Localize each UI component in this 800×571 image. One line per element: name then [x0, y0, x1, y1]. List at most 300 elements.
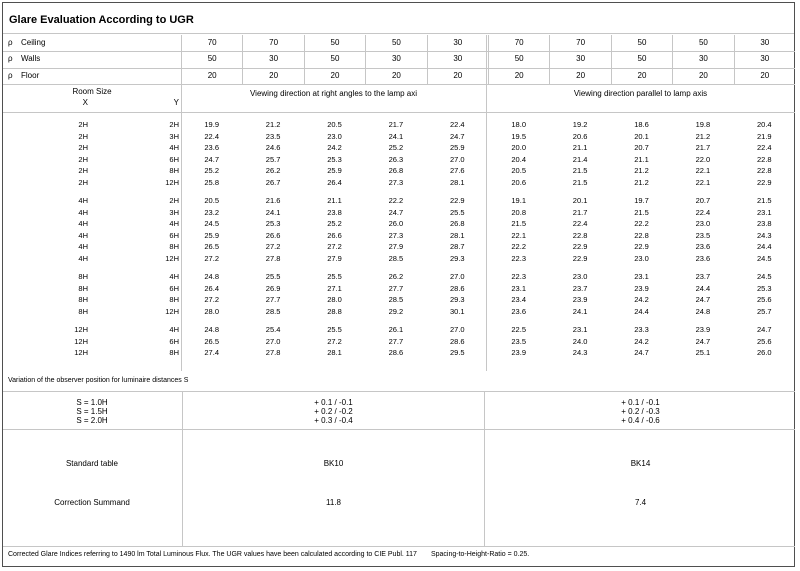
room-size-y: 6H	[169, 336, 179, 346]
standard-table-row	[3, 458, 795, 470]
ugr-value-cell: 24.4	[756, 242, 772, 251]
ugr-value-cell: 25.4	[265, 325, 281, 334]
room-size-y: 4H	[169, 325, 179, 334]
ugr-value-cell: 20.5	[327, 120, 342, 129]
ugr-value-cell: 26.6	[327, 230, 342, 240]
reflectance-value: 20	[242, 68, 303, 85]
ugr-value-cell: 23.6	[695, 242, 711, 251]
variation-left-value: + 0.1 / -0.1	[314, 398, 353, 407]
ugr-value-cell: 23.7	[572, 283, 588, 293]
room-size-header	[3, 84, 181, 112]
ugr-value-cell: 20.0	[511, 143, 526, 152]
reflectance-value: 70	[488, 35, 549, 52]
reflectance-value: 50	[611, 35, 672, 52]
room-size-y: 3H	[169, 131, 179, 141]
reflectance-value: 20	[181, 68, 242, 85]
reflectance-label: ρ Walls	[3, 51, 181, 68]
ugr-value-cell: 25.6	[756, 295, 772, 304]
ugr-value-cell: 28.1	[449, 230, 465, 240]
correction-summand-left-value: 11.8	[326, 498, 341, 507]
ugr-value-cell: 26.8	[388, 166, 404, 175]
variation-distance-label: S = 1.0H	[76, 398, 108, 407]
ugr-value-cell: 27.2	[265, 242, 281, 251]
ugr-value-cell: 25.3	[327, 154, 342, 164]
ugr-value-cell: 21.7	[388, 120, 404, 129]
ugr-value-cell: 27.9	[327, 253, 342, 263]
room-size-x: 12H	[74, 325, 88, 334]
ugr-value-cell: 24.3	[572, 348, 588, 357]
ugr-value-cell: 28.6	[449, 283, 465, 293]
ugr-value-cell: 27.4	[204, 348, 219, 357]
ugr-row	[3, 336, 795, 348]
room-size-x: 2H	[78, 120, 88, 129]
ugr-value-cell: 26.6	[265, 230, 281, 240]
ugr-row	[3, 324, 795, 336]
room-size-y: 4H	[169, 272, 179, 281]
ugr-value-cell: 25.5	[327, 325, 342, 334]
room-size-x: 4H	[78, 219, 88, 228]
reflectance-row	[3, 35, 795, 51]
ugr-value-cell: 28.5	[265, 306, 281, 316]
ugr-value-cell: 24.7	[756, 325, 772, 334]
ugr-value-cell: 24.5	[756, 272, 772, 281]
ugr-value-cell: 21.7	[695, 143, 711, 152]
ugr-value-cell: 26.3	[388, 154, 404, 164]
ugr-row	[3, 119, 795, 131]
ugr-value-cell: 25.5	[327, 272, 342, 281]
ugr-value-cell: 19.1	[511, 196, 526, 205]
ugr-value-cell: 22.9	[572, 242, 588, 251]
ugr-value-cell: 23.0	[634, 253, 649, 263]
variation-left-value: + 0.2 / -0.2	[314, 407, 353, 416]
ugr-value-cell: 20.7	[695, 196, 711, 205]
ugr-value-cell: 26.5	[204, 242, 219, 251]
ugr-row	[3, 230, 795, 242]
left-viewing-direction-header: Viewing direction at right angles to the lamp axi	[249, 89, 418, 98]
ugr-values-table	[3, 114, 795, 371]
ugr-value-cell: 24.6	[265, 143, 281, 152]
ugr-value-cell: 21.5	[756, 196, 772, 205]
room-size-y: 3H	[169, 207, 179, 217]
ugr-value-cell: 21.1	[327, 196, 342, 205]
ugr-value-cell: 27.7	[388, 283, 404, 293]
y-column-header: Y	[173, 98, 179, 107]
standard-table-label: Standard table	[65, 459, 119, 468]
ugr-row	[3, 131, 795, 143]
ugr-value-cell: 26.5	[204, 336, 219, 346]
room-size-y: 6H	[169, 230, 179, 240]
ugr-value-cell: 24.0	[572, 336, 588, 346]
reflectance-row	[3, 68, 795, 84]
ugr-value-cell: 26.4	[327, 177, 342, 187]
ugr-value-cell: 21.2	[265, 120, 281, 129]
variation-right-value: + 0.2 / -0.3	[621, 407, 660, 416]
ugr-value-cell: 22.9	[449, 196, 465, 205]
x-column-header: X	[82, 98, 88, 107]
ugr-value-cell: 22.4	[204, 131, 219, 141]
ugr-value-cell: 20.7	[634, 143, 649, 152]
reflectance-value: 70	[242, 35, 303, 52]
table-header-row	[3, 84, 795, 113]
ugr-value-cell: 24.4	[695, 283, 711, 293]
ugr-value-cell: 25.6	[756, 336, 772, 346]
ugr-value-cell: 23.1	[756, 207, 772, 217]
ugr-row	[3, 177, 795, 189]
ugr-value-cell: 23.6	[204, 143, 219, 152]
room-size-y: 2H	[169, 196, 179, 205]
room-size-x: 8H	[78, 306, 88, 316]
footer-note	[3, 551, 800, 558]
ugr-value-cell: 24.5	[204, 219, 219, 228]
ugr-value-cell: 26.2	[265, 166, 281, 175]
ugr-value-cell: 25.2	[204, 166, 219, 175]
rho-symbol: ρ	[8, 54, 13, 64]
room-size-x: 2H	[78, 154, 88, 164]
ugr-value-cell: 22.8	[756, 154, 772, 164]
ugr-value-cell: 20.4	[756, 120, 772, 129]
ugr-value-cell: 23.9	[634, 283, 649, 293]
reflectance-value: 20	[427, 68, 488, 85]
ugr-value-cell: 24.7	[695, 336, 711, 346]
room-size-x: 2H	[78, 166, 88, 175]
ugr-value-cell: 20.5	[204, 196, 219, 205]
ugr-value-cell: 22.3	[511, 253, 526, 263]
reflectance-value: 50	[365, 35, 426, 52]
ugr-row	[3, 283, 795, 295]
ugr-value-cell: 25.3	[265, 219, 281, 228]
reflectance-value: 20	[672, 68, 733, 85]
ugr-value-cell: 24.1	[572, 306, 588, 316]
ugr-value-cell: 23.9	[695, 325, 711, 334]
reflectance-value: 30	[242, 51, 303, 68]
room-size-y: 12H	[165, 253, 179, 263]
room-size-y: 2H	[169, 120, 179, 129]
ugr-group	[3, 271, 795, 317]
ugr-value-cell: 24.1	[388, 131, 404, 141]
ugr-value-cell: 21.6	[265, 196, 281, 205]
reflectance-value: 20	[611, 68, 672, 85]
room-size-label: Room Size	[72, 87, 112, 96]
ugr-value-cell: 24.5	[756, 253, 772, 263]
ugr-value-cell: 25.2	[388, 143, 404, 152]
ugr-value-cell: 24.8	[695, 306, 711, 316]
ugr-value-cell: 27.7	[265, 295, 281, 304]
rho-symbol: ρ	[8, 38, 13, 47]
ugr-value-cell: 28.1	[327, 348, 342, 357]
room-size-y: 6H	[169, 154, 179, 164]
room-size-x: 4H	[78, 196, 88, 205]
ugr-value-cell: 22.2	[388, 196, 404, 205]
reflectance-value: 50	[181, 51, 242, 68]
reflectance-value: 30	[427, 51, 488, 68]
ugr-value-cell: 26.1	[388, 325, 404, 334]
ugr-value-cell: 23.1	[572, 325, 588, 334]
ugr-value-cell: 24.7	[388, 207, 404, 217]
reflectance-value: 30	[549, 51, 610, 68]
ugr-value-cell: 28.5	[388, 253, 404, 263]
variation-left-value: + 0.3 / -0.4	[314, 416, 353, 425]
ugr-value-cell: 23.5	[695, 230, 711, 240]
page-title: Glare Evaluation According to UGR	[3, 3, 794, 34]
ugr-value-cell: 24.8	[204, 272, 219, 281]
ugr-value-cell: 22.9	[634, 242, 649, 251]
ugr-value-cell: 22.5	[511, 325, 526, 334]
ugr-value-cell: 25.1	[695, 348, 711, 357]
ugr-value-cell: 28.5	[388, 295, 404, 304]
ugr-group	[3, 195, 795, 264]
ugr-value-cell: 21.7	[572, 207, 588, 217]
reflectance-value: 20	[549, 68, 610, 85]
ugr-value-cell: 23.1	[634, 272, 649, 281]
reflectance-value: 50	[611, 51, 672, 68]
ugr-value-cell: 27.0	[265, 336, 281, 346]
ugr-value-cell: 21.5	[634, 207, 649, 217]
reflectance-value: 50	[672, 35, 733, 52]
ugr-value-cell: 18.6	[634, 120, 649, 129]
ugr-value-cell: 22.8	[634, 230, 649, 240]
ugr-value-cell: 25.5	[449, 207, 465, 217]
reflectance-value: 20	[488, 68, 549, 85]
ugr-value-cell: 20.8	[511, 207, 526, 217]
ugr-value-cell: 26.4	[204, 283, 219, 293]
ugr-value-cell: 24.7	[449, 131, 465, 141]
ugr-value-cell: 26.9	[265, 283, 281, 293]
ugr-value-cell: 22.9	[572, 253, 588, 263]
ugr-value-cell: 27.1	[327, 283, 342, 293]
room-size-y: 12H	[165, 177, 179, 187]
ugr-value-cell: 24.4	[634, 306, 649, 316]
ugr-value-cell: 21.5	[511, 219, 526, 228]
reflectance-table	[3, 35, 795, 84]
ugr-value-cell: 20.5	[511, 166, 526, 175]
ugr-value-cell: 22.4	[756, 143, 772, 152]
room-size-y: 8H	[169, 348, 179, 357]
ugr-value-cell: 19.7	[634, 196, 649, 205]
ugr-value-cell: 27.0	[449, 154, 465, 164]
ugr-value-cell: 22.4	[449, 120, 465, 129]
ugr-value-cell: 21.1	[634, 154, 649, 164]
reflectance-value: 70	[549, 35, 610, 52]
ugr-value-cell: 22.8	[756, 166, 772, 175]
ugr-value-cell: 21.9	[756, 131, 772, 141]
ugr-value-cell: 23.8	[327, 207, 342, 217]
ugr-value-cell: 29.3	[449, 253, 465, 263]
ugr-row	[3, 218, 795, 230]
room-size-x: 4H	[78, 253, 88, 263]
ugr-value-cell: 22.1	[511, 230, 526, 240]
room-size-x: 8H	[78, 283, 88, 293]
reflectance-value: 20	[365, 68, 426, 85]
ugr-value-cell: 25.2	[327, 219, 342, 228]
variation-note: Variation of the observer position for luminaire distances S	[3, 371, 795, 392]
ugr-value-cell: 27.2	[327, 242, 342, 251]
ugr-value-cell: 23.0	[327, 131, 342, 141]
ugr-value-cell: 21.4	[572, 154, 588, 164]
ugr-value-cell: 23.4	[511, 295, 526, 304]
standard-table-section	[3, 430, 795, 547]
room-size-x: 4H	[78, 207, 88, 217]
ugr-value-cell: 27.9	[388, 242, 404, 251]
room-size-y: 4H	[169, 219, 179, 228]
ugr-value-cell: 21.5	[572, 166, 588, 175]
ugr-value-cell: 29.5	[449, 348, 465, 357]
ugr-value-cell: 26.0	[756, 348, 772, 357]
ugr-row	[3, 271, 795, 283]
ugr-value-cell: 20.1	[634, 131, 649, 141]
ugr-value-cell: 26.8	[449, 219, 465, 228]
ugr-value-cell: 26.7	[265, 177, 281, 187]
variation-row	[3, 407, 795, 416]
ugr-value-cell: 20.1	[572, 196, 588, 205]
ugr-value-cell: 22.1	[695, 166, 711, 175]
ugr-value-cell: 22.9	[756, 177, 772, 187]
footer-text: Corrected Glare Indices referring to 1490 lm Total Luminous Flux. The UGR values have been calculated according to CIE Publ. 117	[8, 551, 417, 558]
ugr-value-cell: 23.2	[204, 207, 219, 217]
ugr-value-cell: 19.9	[204, 120, 219, 129]
ugr-value-cell: 28.7	[449, 242, 465, 251]
ugr-value-cell: 23.0	[572, 272, 588, 281]
correction-summand-row	[3, 497, 795, 509]
observer-variation-table	[3, 392, 795, 430]
ugr-value-cell: 23.8	[756, 219, 772, 228]
ugr-value-cell: 23.6	[511, 306, 526, 316]
ugr-value-cell: 27.8	[265, 253, 281, 263]
vertical-divider	[486, 35, 487, 371]
room-size-x: 2H	[78, 143, 88, 152]
ugr-value-cell: 28.0	[327, 295, 342, 304]
room-size-x: 8H	[78, 295, 88, 304]
reflectance-value: 50	[304, 35, 365, 52]
standard-table-left-value: BK10	[323, 459, 344, 468]
ugr-row	[3, 347, 795, 359]
ugr-value-cell: 27.2	[327, 336, 342, 346]
ugr-value-cell: 20.6	[511, 177, 526, 187]
ugr-value-cell: 24.3	[756, 230, 772, 240]
reflectance-row	[3, 51, 795, 67]
ugr-value-cell: 19.5	[511, 131, 526, 141]
ugr-value-cell: 25.3	[756, 283, 772, 293]
ugr-value-cell: 21.2	[634, 177, 649, 187]
ugr-value-cell: 27.8	[265, 348, 281, 357]
ugr-value-cell: 21.5	[572, 177, 588, 187]
room-size-x: 4H	[78, 242, 88, 251]
ugr-row	[3, 306, 795, 318]
ugr-value-cell: 23.0	[695, 219, 711, 228]
room-size-y: 12H	[165, 306, 179, 316]
ugr-value-cell: 23.9	[572, 295, 588, 304]
reflectance-value: 50	[488, 51, 549, 68]
room-size-y: 6H	[169, 283, 179, 293]
ugr-value-cell: 20.6	[572, 131, 588, 141]
ugr-value-cell: 22.3	[511, 272, 526, 281]
variation-right-value: + 0.4 / -0.6	[621, 416, 660, 425]
reflectance-value: 30	[672, 51, 733, 68]
ugr-value-cell: 23.3	[634, 325, 649, 334]
rho-symbol: ρ	[8, 70, 13, 80]
room-size-y: 4H	[169, 143, 179, 152]
ugr-value-cell: 26.0	[388, 219, 404, 228]
ugr-value-cell: 24.7	[634, 348, 649, 357]
ugr-value-cell: 19.2	[572, 120, 588, 129]
ugr-value-cell: 23.6	[695, 253, 711, 263]
room-size-x: 2H	[78, 131, 88, 141]
ugr-value-cell: 30.1	[449, 306, 465, 316]
ugr-value-cell: 23.7	[695, 272, 711, 281]
room-size-x: 12H	[74, 348, 88, 357]
ugr-value-cell: 23.5	[265, 131, 281, 141]
ugr-value-cell: 22.2	[511, 242, 526, 251]
ugr-row	[3, 195, 795, 207]
ugr-group	[3, 324, 795, 359]
ugr-value-cell: 25.9	[204, 230, 219, 240]
ugr-value-cell: 29.3	[449, 295, 465, 304]
vertical-divider	[182, 392, 183, 547]
ugr-value-cell: 27.2	[204, 253, 219, 263]
room-size-y: 8H	[169, 295, 179, 304]
room-size-x: 12H	[74, 336, 88, 346]
ugr-value-cell: 28.1	[449, 177, 465, 187]
ugr-row	[3, 154, 795, 166]
ugr-row	[3, 142, 795, 154]
correction-summand-label: Correction Summand	[54, 498, 130, 507]
ugr-value-cell: 23.5	[511, 336, 526, 346]
ugr-value-cell: 27.3	[388, 177, 404, 187]
ugr-value-cell: 24.7	[204, 154, 219, 164]
variation-right-value: + 0.1 / -0.1	[621, 398, 660, 407]
ugr-value-cell: 25.9	[449, 143, 465, 152]
ugr-value-cell: 19.8	[695, 120, 711, 129]
ugr-value-cell: 24.2	[634, 336, 649, 346]
ugr-value-cell: 20.4	[511, 154, 526, 164]
variation-row	[3, 398, 795, 407]
room-size-x: 8H	[78, 272, 88, 281]
ugr-row	[3, 253, 795, 265]
ugr-value-cell: 28.6	[449, 336, 465, 346]
ugr-value-cell: 22.4	[572, 219, 588, 228]
ugr-value-cell: 25.7	[265, 154, 281, 164]
ugr-value-cell: 27.0	[449, 325, 465, 334]
ugr-value-cell: 23.1	[511, 283, 526, 293]
ugr-value-cell: 22.4	[695, 207, 711, 217]
ugr-value-cell: 22.8	[572, 230, 588, 240]
variation-distance-label: S = 2.0H	[76, 416, 108, 425]
reflectance-value: 70	[181, 35, 242, 52]
ugr-value-cell: 23.9	[511, 348, 526, 357]
ugr-value-cell: 27.2	[204, 295, 219, 304]
variation-distance-label: S = 1.5H	[76, 407, 108, 416]
standard-table-right-value: BK14	[630, 459, 651, 468]
footer-ratio: Spacing-to-Height-Ratio = 0.25.	[430, 551, 530, 558]
room-size-y: 8H	[169, 166, 179, 175]
room-size-y: 8H	[169, 242, 179, 251]
ugr-value-cell: 27.7	[388, 336, 404, 346]
reflectance-value: 20	[304, 68, 365, 85]
ugr-value-cell: 21.1	[572, 143, 588, 152]
ugr-row	[3, 241, 795, 253]
room-size-x: 4H	[78, 230, 88, 240]
reflectance-value: 30	[427, 35, 488, 52]
reflectance-value: 50	[304, 51, 365, 68]
ugr-value-cell: 27.3	[388, 230, 404, 240]
reflectance-value: 20	[734, 68, 795, 85]
reflectance-label: ρ Floor	[3, 68, 181, 85]
ugr-value-cell: 25.9	[327, 166, 342, 175]
right-viewing-direction-header: Viewing direction parallel to lamp axis	[573, 89, 708, 98]
room-size-x: 2H	[78, 177, 88, 187]
reflectance-value: 30	[734, 35, 795, 52]
ugr-value-cell: 24.8	[204, 325, 219, 334]
reflectance-value: 30	[365, 51, 426, 68]
